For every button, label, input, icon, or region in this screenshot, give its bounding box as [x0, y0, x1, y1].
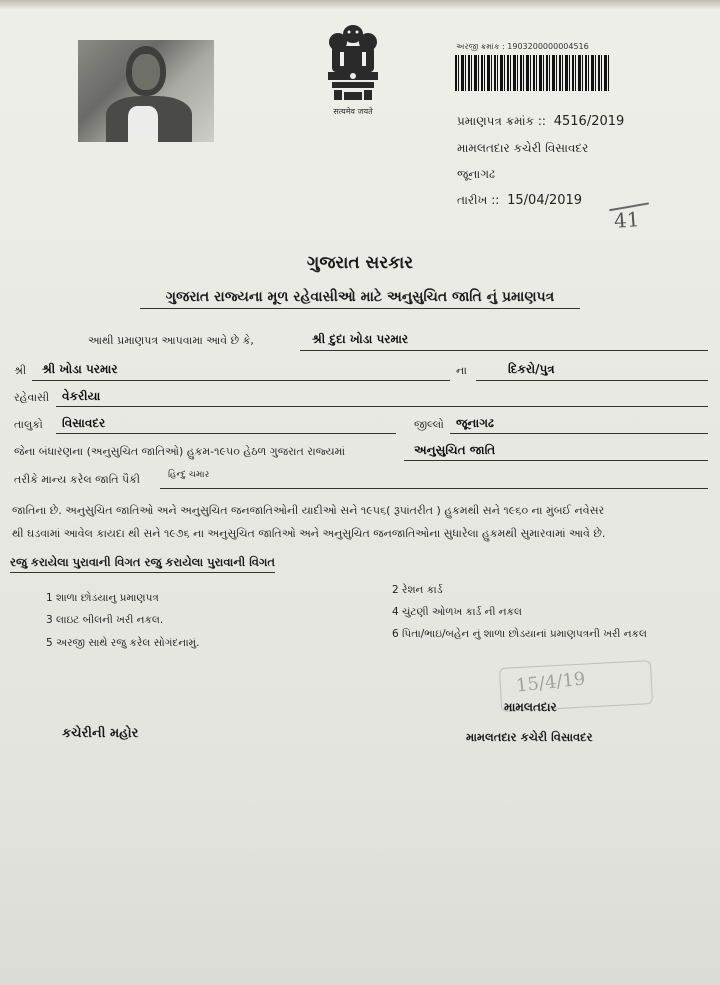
intro-label: આથી પ્રમાણપત્ર આપવામા આવે છે કે, — [88, 334, 254, 347]
taluka-label: તાલુકો — [14, 418, 43, 431]
margin-handwritten-mark — [613, 207, 640, 233]
issue-date-label: તારીખ :: — [457, 193, 500, 207]
barcode — [455, 55, 611, 91]
relation-line — [476, 380, 708, 381]
relation-value: દિકરો/પુત્ર — [508, 362, 555, 376]
certificate-info — [457, 108, 624, 214]
issue-date: 15/04/2019 — [507, 193, 583, 208]
issuing-district: જૂનાગઢ — [457, 167, 495, 181]
district-value: જૂનાગઢ — [456, 416, 494, 430]
relation-label: ના — [456, 364, 467, 377]
issue-date-row — [457, 187, 624, 214]
certificate-number-label: પ્રમાણપત્ર ક્રમાંક :: — [457, 114, 546, 128]
body-text-line-2: થી ઘડવામાં આવેલ કાયદા થી સને ૧૯૭૬ ના અનુસુચિત જાતિઓ અને અનુસુચિત જનજાતિઓના સુધારેલા હુકમથી સુમારવામાં આવે છે. — [12, 527, 606, 540]
evidence-item-3: 3 લાઇટ બીલની ખરી નકલ. — [46, 614, 164, 626]
category-line — [404, 460, 708, 461]
caste-value: હિન્દુ ચમાર — [168, 470, 210, 480]
district-label: જીલ્લો — [414, 418, 444, 431]
issuing-office: મામલતદાર કચેરી વિસાવદર — [457, 141, 589, 155]
certificate-title: ગુજરાત રાજ્યના મૂળ રહેવાસીઓ માટે અનુસુચિત જાતિ નું પ્રમાણપત્ર — [140, 289, 580, 309]
applicant-photo — [78, 40, 214, 142]
residence-line — [56, 406, 708, 407]
page-fold-shadow — [0, 0, 720, 10]
residence-label: રહેવાસી — [14, 391, 50, 404]
evidence-item-4: 4 ચુંટણી ઓળખ કાર્ડ ની નકલ — [392, 606, 522, 618]
recognized-label: તરીકે માન્ય કરેલ જાતિ પૈકી — [14, 473, 141, 486]
evidence-item-6: 6 પિતા/ભાઇ/બહેન નું શાળા છોડયાનાં પ્રમાણપત્રની ખરી નકલ — [392, 628, 647, 640]
residence-value: વેકરીયા — [62, 389, 101, 403]
handwritten-signature: 15/4/19 — [515, 668, 587, 697]
evidence-heading: રજુ કરાયેલા પુરાવાની વિગત રજુ કરાયેલા પુરાવાની વિગત — [10, 555, 275, 573]
taluka-value: વિસાવદર — [62, 416, 106, 430]
evidence-item-2: 2 રેશન કાર્ડ — [392, 584, 443, 596]
application-number: અરજી ક્રમાંક : 1903200000004516 — [456, 42, 589, 51]
official-office: મામલતદાર કચેરી વિસાવદર — [466, 730, 593, 744]
emblem-motto: सत्यमेव जयते — [333, 107, 373, 116]
ashoka-emblem-icon — [318, 20, 388, 110]
district-line — [450, 433, 708, 434]
applicant-name: શ્રી દુદા ખોડા પરમાર — [312, 332, 409, 346]
certificate-number-row — [457, 108, 624, 135]
official-title: મામલતદાર — [504, 700, 557, 714]
taluka-line — [56, 433, 396, 434]
body-text-line-1: જાતિના છે. અનુસુચિત જાતિઓ અને અનુસુચિત જનજાતિઓની યાદીઓ સને ૧૯૫૬( રૂપાંતરીત ) હુકમથી સને ૧૯૬૦ ના મુંબઈ નવેસર — [12, 504, 605, 517]
father-name: શ્રી ખોડા પરમાર — [42, 362, 118, 376]
constitution-label: જેના બંધારણના (અનુસુચિત જાતિઓ) હુકમ-૧૯૫૦ હેઠળ ગુજરાત રાજ્યમાં — [14, 445, 346, 458]
evidence-item-5: 5 અરજી સાથે રજુ કરેલ સોગંદનામું. — [46, 637, 200, 649]
category-value: અનુસુચિત જાતિ — [414, 443, 496, 457]
applicant-name-line — [300, 350, 708, 351]
margin-mark-text: 41 — [613, 207, 641, 233]
photo-face — [132, 54, 160, 90]
government-title: ગુજરાત સરકાર — [306, 253, 414, 273]
office-seal-label: કચેરીની મહોર — [62, 726, 139, 741]
evidence-item-1: 1 શાળા છોડયાનુ પ્રમાણપત્ર — [46, 592, 159, 604]
caste-line — [160, 488, 708, 489]
certificate-number: 4516/2019 — [553, 114, 625, 129]
photo-shirt — [128, 106, 158, 142]
father-name-line — [32, 380, 450, 381]
father-prefix: શ્રી — [14, 364, 27, 377]
